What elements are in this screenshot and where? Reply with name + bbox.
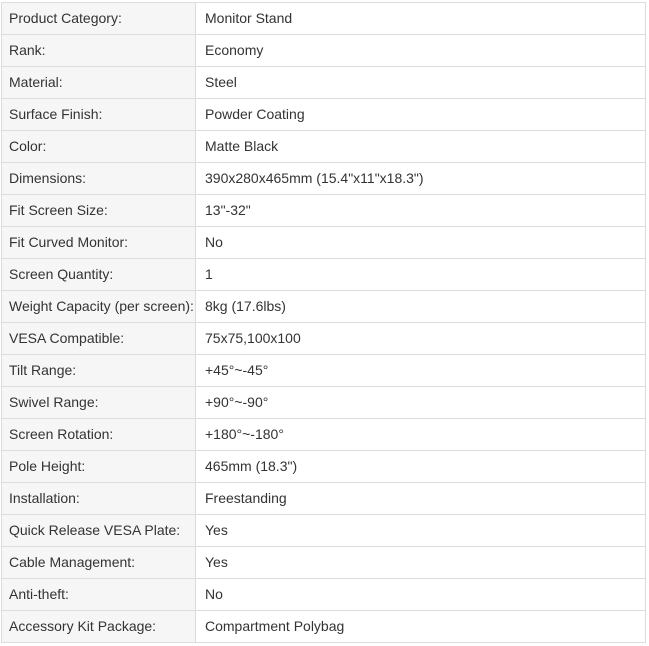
spec-value: No: [196, 579, 646, 611]
spec-label: Dimensions:: [2, 163, 196, 195]
spec-row-tilt-range: [2, 355, 646, 387]
spec-value: No: [196, 227, 646, 259]
spec-value: Yes: [196, 547, 646, 579]
spec-row-fit-screen-size: [2, 195, 646, 227]
spec-value: Steel: [196, 67, 646, 99]
spec-label: Rank:: [2, 35, 196, 67]
spec-row-screen-quantity: [2, 259, 646, 291]
spec-label: Screen Rotation:: [2, 419, 196, 451]
spec-value: Powder Coating: [196, 99, 646, 131]
spec-label: Quick Release VESA Plate:: [2, 515, 196, 547]
spec-label: Pole Height:: [2, 451, 196, 483]
spec-row-color: [2, 131, 646, 163]
spec-label: Surface Finish:: [2, 99, 196, 131]
spec-row-swivel-range: [2, 387, 646, 419]
spec-label: Anti-theft:: [2, 579, 196, 611]
spec-label: VESA Compatible:: [2, 323, 196, 355]
spec-row-cable-management: [2, 547, 646, 579]
spec-label: Installation:: [2, 483, 196, 515]
spec-row-accessory-kit-package: [2, 611, 646, 643]
spec-label: Color:: [2, 131, 196, 163]
spec-value: Monitor Stand: [196, 3, 646, 35]
spec-row-fit-curved-monitor: [2, 227, 646, 259]
spec-label: Screen Quantity:: [2, 259, 196, 291]
spec-value: 8kg (17.6lbs): [196, 291, 646, 323]
spec-value: Economy: [196, 35, 646, 67]
spec-row-vesa-compatible: [2, 323, 646, 355]
spec-value: Yes: [196, 515, 646, 547]
spec-row-rank: [2, 35, 646, 67]
spec-row-product-category: [2, 3, 646, 35]
spec-label: Weight Capacity (per screen):: [2, 291, 196, 323]
spec-label: Accessory Kit Package:: [2, 611, 196, 643]
spec-value: Matte Black: [196, 131, 646, 163]
spec-row-screen-rotation: [2, 419, 646, 451]
spec-value: 75x75,100x100: [196, 323, 646, 355]
spec-value: +90°~-90°: [196, 387, 646, 419]
spec-value: 13"-32": [196, 195, 646, 227]
spec-row-surface-finish: [2, 99, 646, 131]
spec-label: Product Category:: [2, 3, 196, 35]
spec-value: Freestanding: [196, 483, 646, 515]
spec-label: Material:: [2, 67, 196, 99]
spec-value: 465mm (18.3"): [196, 451, 646, 483]
spec-row-installation: [2, 483, 646, 515]
spec-row-weight-capacity: [2, 291, 646, 323]
spec-row-dimensions: [2, 163, 646, 195]
spec-row-material: [2, 67, 646, 99]
product-spec-table: [1, 2, 646, 643]
spec-row-pole-height: [2, 451, 646, 483]
spec-value: 1: [196, 259, 646, 291]
spec-label: Tilt Range:: [2, 355, 196, 387]
spec-label: Fit Screen Size:: [2, 195, 196, 227]
spec-value: +180°~-180°: [196, 419, 646, 451]
spec-table-body: [2, 3, 646, 643]
spec-row-quick-release-vesa-plate: [2, 515, 646, 547]
spec-row-anti-theft: [2, 579, 646, 611]
spec-value: 390x280x465mm (15.4"x11"x18.3"): [196, 163, 646, 195]
spec-label: Fit Curved Monitor:: [2, 227, 196, 259]
spec-label: Swivel Range:: [2, 387, 196, 419]
spec-value: Compartment Polybag: [196, 611, 646, 643]
spec-value: +45°~-45°: [196, 355, 646, 387]
spec-label: Cable Management:: [2, 547, 196, 579]
